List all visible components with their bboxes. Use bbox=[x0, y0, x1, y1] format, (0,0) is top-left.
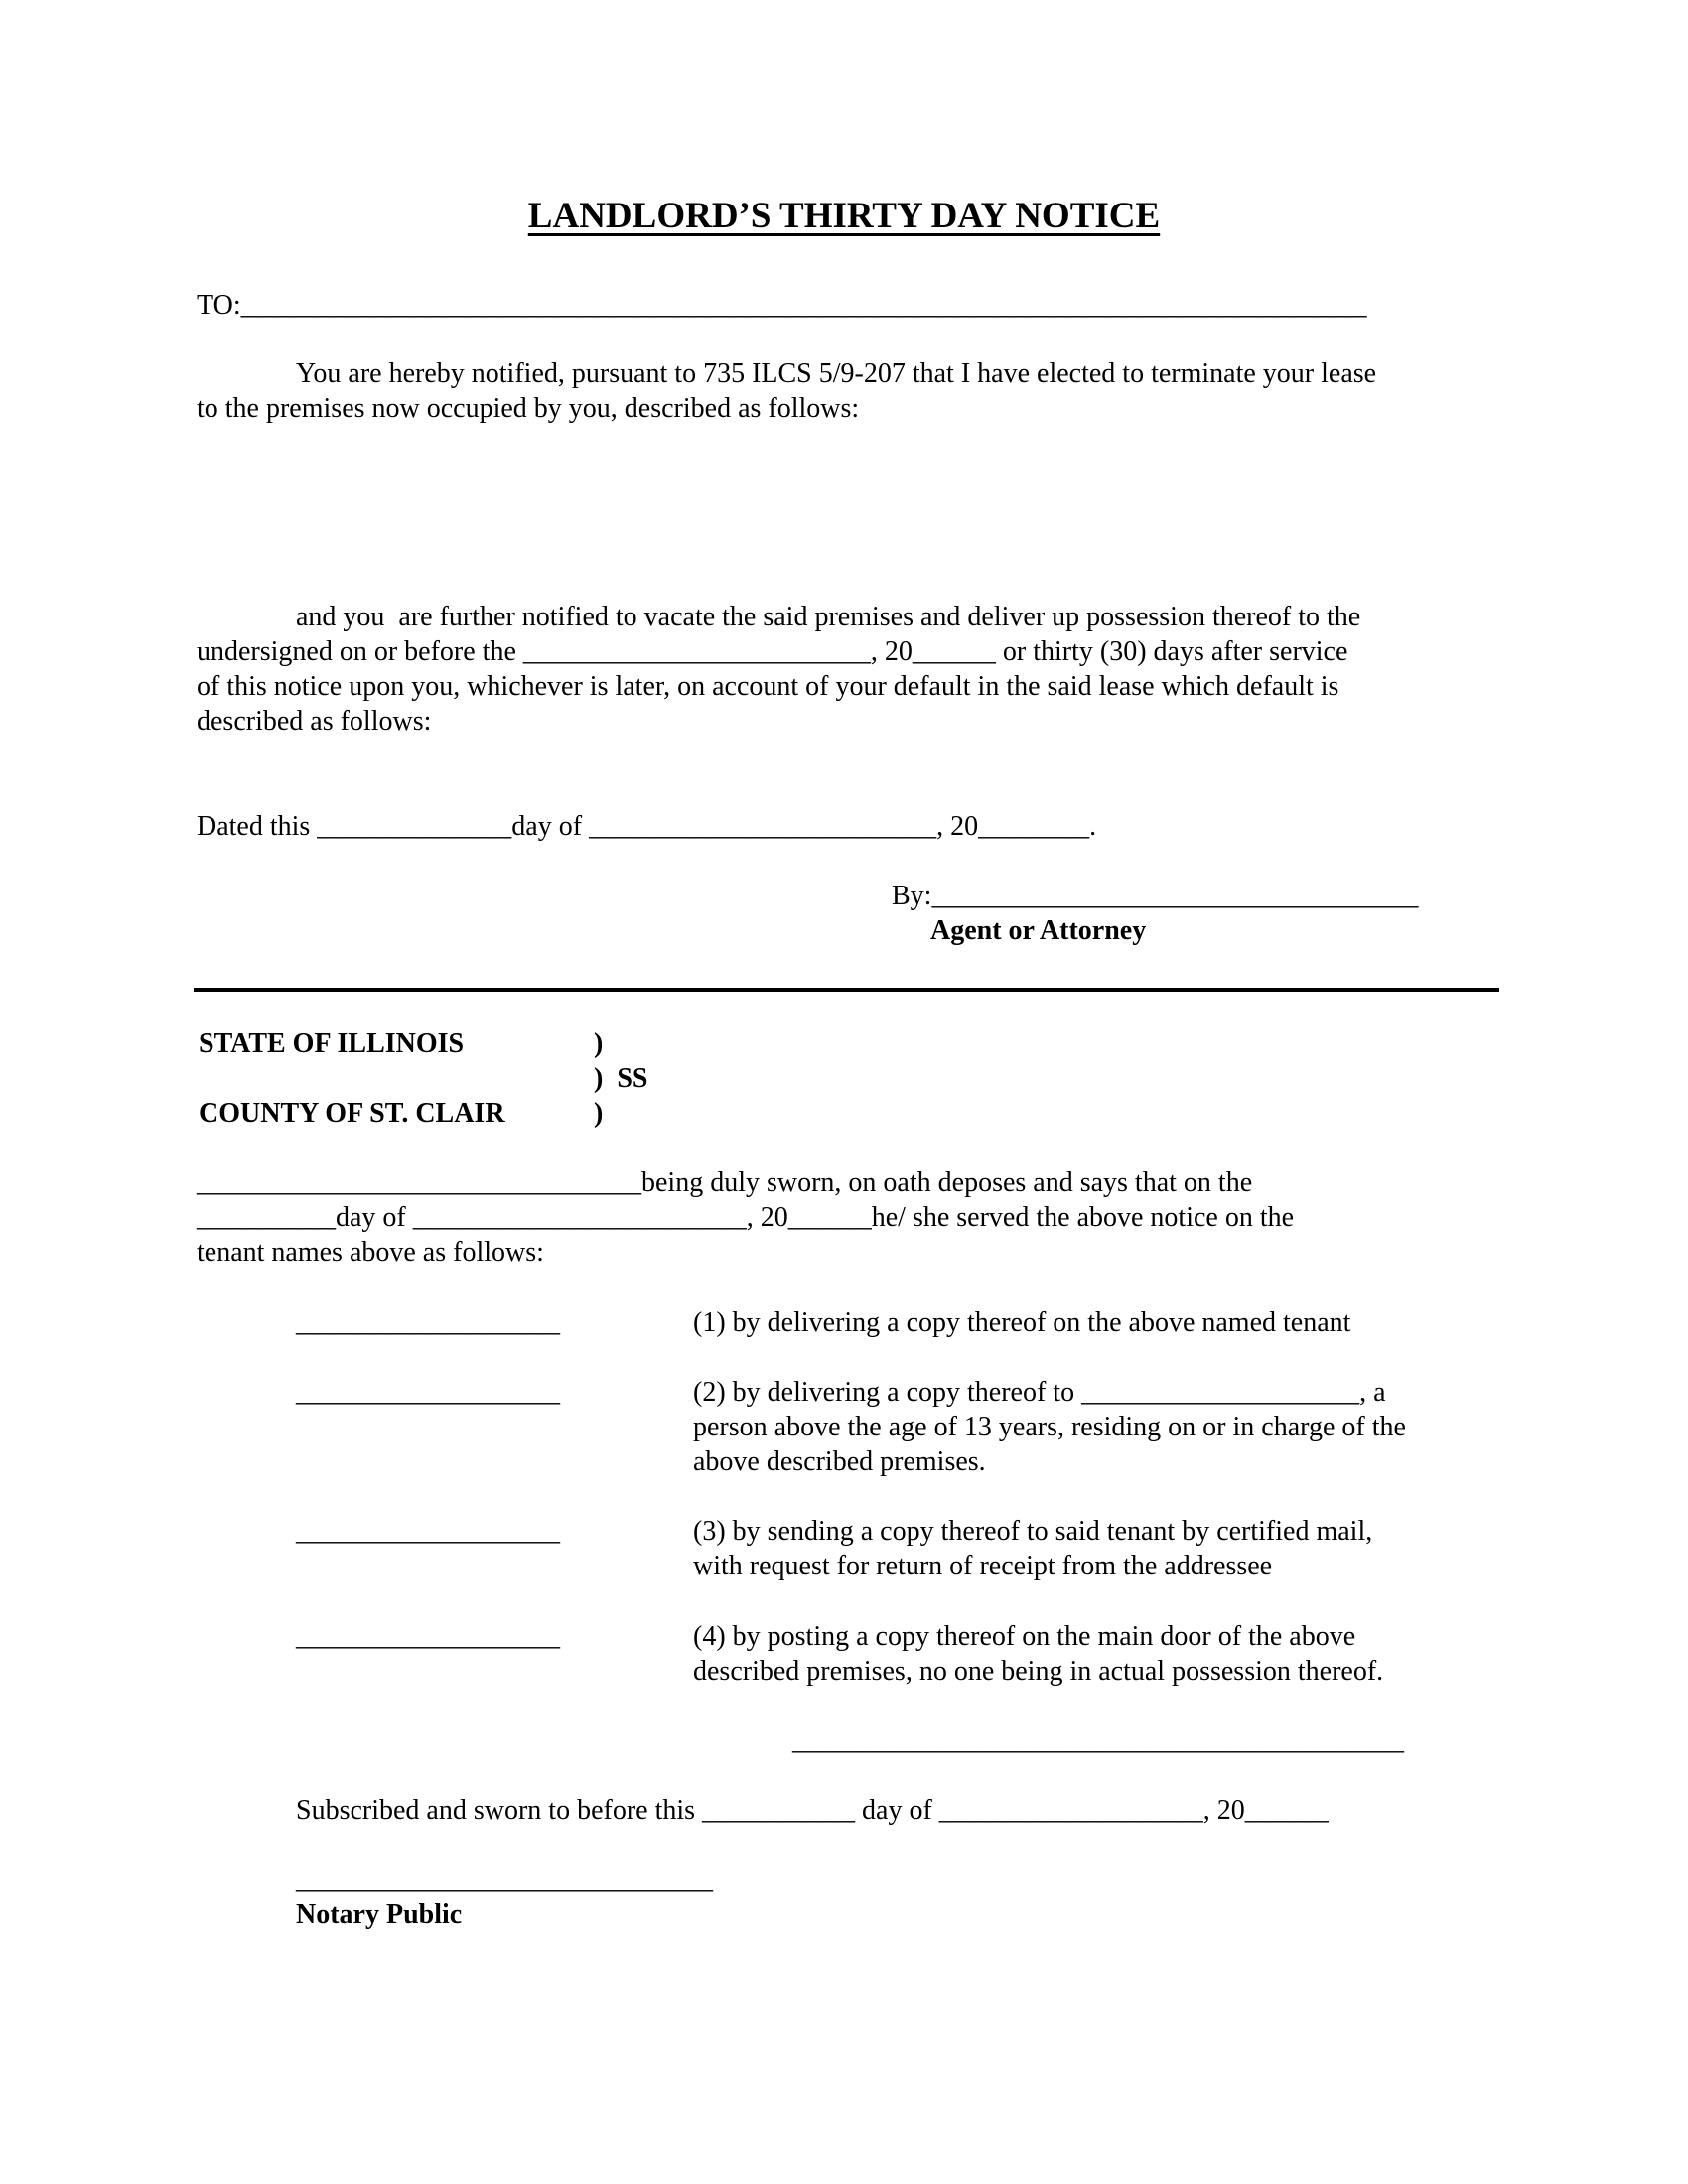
method-3-text: with request for return of receipt from the addressee bbox=[693, 1551, 1273, 1581]
notary-label: Notary Public bbox=[296, 1899, 463, 1930]
termination-paragraph-line: You are hereby notified, pursuant to 735 ILCS 5/9-207 that I have elected to terminate your lease bbox=[296, 358, 1377, 389]
affidavit-line[interactable]: __________day of ________________________, 20______he/ she served the above notice on the bbox=[197, 1202, 1295, 1233]
vacate-paragraph-line: and you are further notified to vacate the said premises and deliver up possession thereof to the bbox=[296, 602, 1361, 632]
venue-paren: ) bbox=[594, 1028, 604, 1059]
venue-ss: ) SS bbox=[594, 1063, 648, 1094]
affiant-signature-line[interactable]: ____________________________________________ bbox=[792, 1725, 1404, 1756]
notary-signature-line[interactable]: ______________________________ bbox=[296, 1864, 713, 1895]
subscribed-line[interactable]: Subscribed and sworn to before this ___________ day of ___________________, 20______ bbox=[296, 1795, 1329, 1826]
method-1-text: (1) by delivering a copy thereof on the above named tenant bbox=[693, 1307, 1351, 1338]
page-title: LANDLORD’S THIRTY DAY NOTICE bbox=[527, 196, 1161, 236]
to-field[interactable]: TO:_________________________________________________________________________________ bbox=[197, 290, 1367, 321]
method-2-text: person above the age of 13 years, residing on or in charge of the bbox=[693, 1412, 1406, 1442]
affidavit-line: tenant names above as follows: bbox=[197, 1237, 544, 1268]
venue-paren: ) bbox=[594, 1098, 604, 1129]
affidavit-line[interactable]: ________________________________being duly sworn, on oath deposes and says that on the bbox=[197, 1167, 1253, 1198]
method-2-text: (2) by delivering a copy thereof to ____________________, a bbox=[693, 1377, 1386, 1408]
section-divider bbox=[194, 988, 1499, 992]
method-2-blank[interactable]: ___________________ bbox=[296, 1377, 560, 1408]
method-4-text: described premises, no one being in actual possession thereof. bbox=[693, 1656, 1384, 1687]
method-2-text: above described premises. bbox=[693, 1446, 986, 1477]
vacate-paragraph-line: described as follows: bbox=[197, 706, 432, 737]
venue-county: COUNTY OF ST. CLAIR bbox=[199, 1098, 505, 1129]
venue-state: STATE OF ILLINOIS bbox=[199, 1028, 465, 1059]
signature-by-line[interactable]: By:___________________________________ bbox=[892, 881, 1419, 911]
vacate-paragraph-line: of this notice upon you, whichever is later, on account of your default in the said lease which default is bbox=[197, 671, 1339, 702]
vacate-paragraph-line: undersigned on or before the _________________________, 20______ or thirty (30) days after service bbox=[197, 636, 1348, 667]
method-3-text: (3) by sending a copy thereof to said tenant by certified mail, bbox=[693, 1516, 1373, 1547]
method-4-text: (4) by posting a copy thereof on the main door of the above bbox=[693, 1621, 1356, 1652]
dated-line[interactable]: Dated this ______________day of _________________________, 20________. bbox=[197, 811, 1097, 842]
signature-label: Agent or Attorney bbox=[930, 915, 1147, 946]
method-3-blank[interactable]: ___________________ bbox=[296, 1516, 560, 1547]
method-1-blank[interactable]: ___________________ bbox=[296, 1307, 560, 1338]
termination-paragraph-line: to the premises now occupied by you, described as follows: bbox=[197, 393, 860, 424]
method-4-blank[interactable]: ___________________ bbox=[296, 1621, 560, 1652]
